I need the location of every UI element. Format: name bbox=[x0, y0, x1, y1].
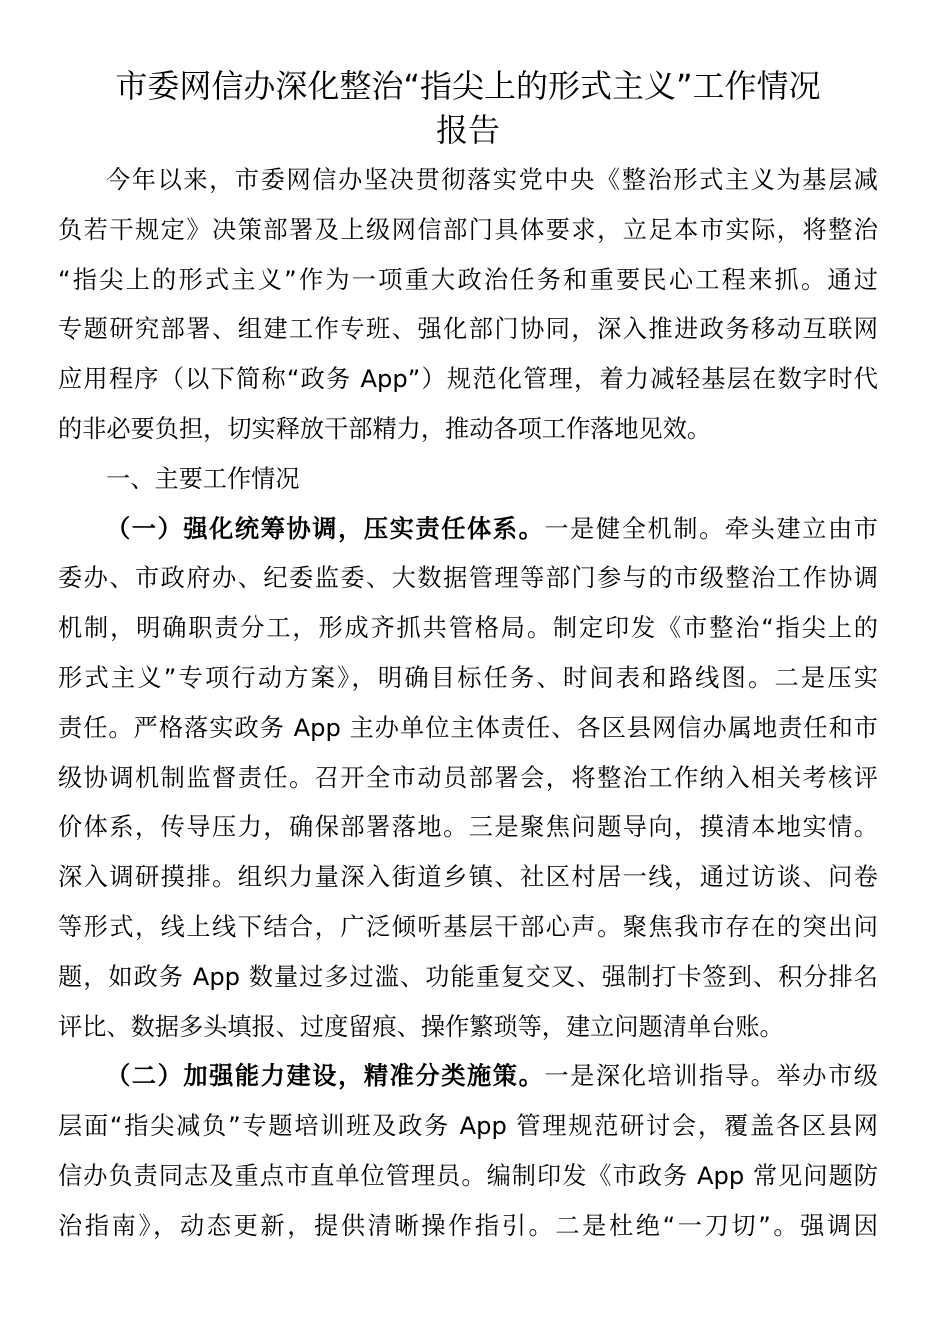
subsection-2-first-line-text: 一是深化培训指导。举办市级 bbox=[544, 1062, 878, 1091]
subsection-1-line: 评比、数据多头填报、过度留痕、操作繁琐等，建立问题清单台账。 bbox=[58, 1012, 784, 1041]
intro-line: “指尖上的形式主义”作为一项重大政治任务和重要民心工程来抓。通过 bbox=[58, 265, 878, 294]
intro-line: 的非必要负担，切实释放干部精力，推动各项工作落地见效。 bbox=[58, 414, 712, 443]
section-heading-main-work: 一、主要工作情况 bbox=[106, 464, 300, 493]
subsection-2-line: 层面“指尖减负”专题培训班及政务 App 管理规范研讨会，覆盖各区县网 bbox=[58, 1112, 878, 1141]
intro-line: 负若干规定》决策部署及上级网信部门具体要求，立足本市实际，将整治 bbox=[58, 215, 878, 244]
subsection-1-line: 形式主义”专项行动方案》，明确目标任务、时间表和路线图。二是压实 bbox=[58, 663, 878, 692]
subsection-1-heading: （一）强化统筹协调，压实责任体系。 bbox=[106, 514, 545, 543]
intro-line: 专题研究部署、组建工作专班、强化部门协同，深入推进政务移动互联网 bbox=[58, 315, 878, 344]
document-title bbox=[58, 64, 878, 152]
subsection-1-line: 责任。严格落实政务 App 主办单位主体责任、各区县网信办属地责任和市 bbox=[58, 713, 878, 742]
subsection-1-line: 题，如政务 App 数量过多过滥、功能重复交叉、强制打卡签到、积分排名 bbox=[58, 962, 878, 991]
subsection-2-line: 治指南》，动态更新，提供清晰操作指引。二是杜绝“一刀切”。强调因 bbox=[58, 1211, 878, 1240]
subsection-1-line: 深入调研摸排。组织力量深入街道乡镇、社区村居一线，通过访谈、问卷 bbox=[58, 863, 878, 892]
subsection-1-first-line-text: 一是健全机制。牵头建立由市 bbox=[544, 514, 878, 543]
subsection-1-line: 机制，明确职责分工，形成齐抓共管格局。制定印发《市整治“指尖上的 bbox=[58, 614, 878, 643]
title-line-1: 市委网信办深化整治“指尖上的形式主义”工作情况 bbox=[115, 67, 821, 105]
subsection-1-line: 等形式，线上线下结合，广泛倾听基层干部心声。聚焦我市存在的突出问 bbox=[58, 912, 878, 941]
subsection-1-line: 委办、市政府办、纪委监委、大数据管理等部门参与的市级整治工作协调 bbox=[58, 564, 878, 593]
subsection-1-line: 价体系，传导压力，确保部署落地。三是聚焦问题导向，摸清本地实情。 bbox=[58, 813, 878, 842]
subsection-1-first-line bbox=[58, 505, 878, 555]
subsection-2-line: 信办负责同志及重点市直单位管理员。编制印发《市政务 App 常见问题防 bbox=[58, 1161, 878, 1190]
subsection-1-line: 级协调机制监督责任。召开全市动员部署会，将整治工作纳入相关考核评 bbox=[58, 763, 878, 792]
intro-paragraph bbox=[58, 156, 878, 455]
subsection-1-paragraph bbox=[58, 505, 878, 1053]
intro-line: 今年以来，市委网信办坚决贯彻落实党中央《整治形式主义为基层减 bbox=[106, 166, 878, 194]
document-page bbox=[58, 64, 878, 1252]
subsection-2-heading: （二）加强能力建设，精准分类施策。 bbox=[106, 1062, 545, 1091]
subsection-2-paragraph bbox=[58, 1052, 878, 1251]
subsection-2-first-line bbox=[58, 1052, 878, 1102]
title-line-2: 报告 bbox=[435, 111, 500, 149]
intro-line: 应用程序（以下简称“政务 App”）规范化管理，着力减轻基层在数字时代 bbox=[58, 365, 878, 394]
